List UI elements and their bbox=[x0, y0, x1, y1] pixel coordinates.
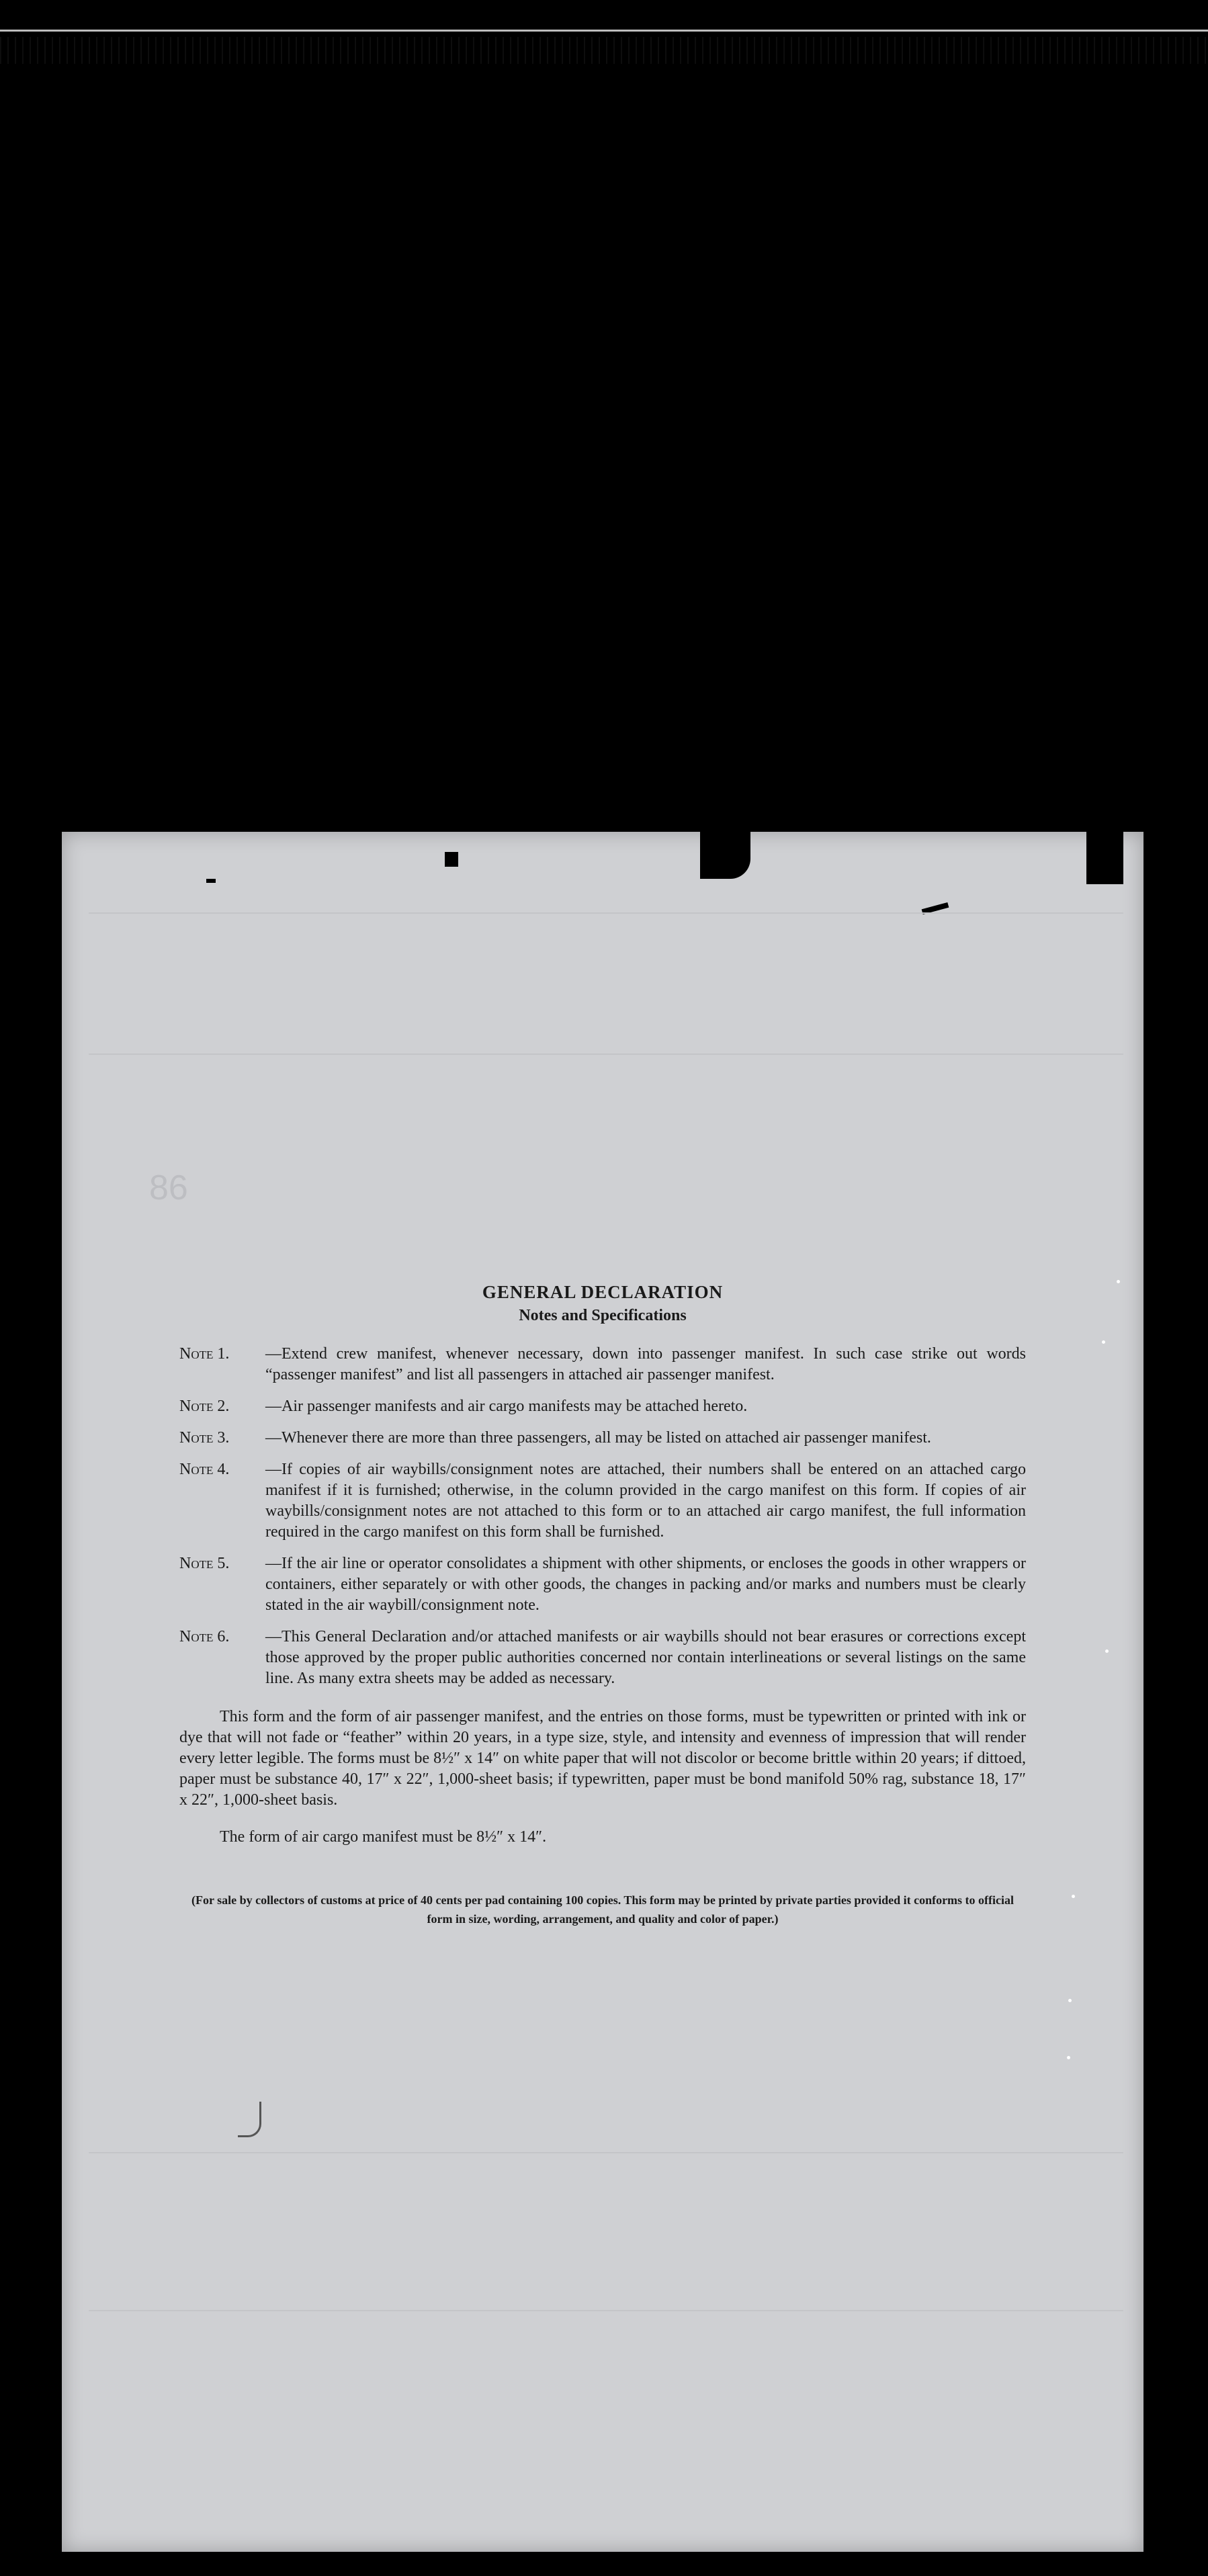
note-label: Note 1. bbox=[179, 1345, 230, 1363]
note-2 bbox=[179, 1396, 1026, 1417]
scan-speck bbox=[1117, 1280, 1120, 1283]
note-4 bbox=[179, 1459, 1026, 1543]
bleed-through-rule bbox=[89, 912, 1123, 914]
page-title: GENERAL DECLARATION bbox=[482, 1282, 724, 1302]
page-tear-left bbox=[445, 852, 458, 867]
page-tear-center bbox=[700, 832, 750, 879]
note-text: —Extend crew manifest, whenever necessary, down into passenger manifest. In such case strike out words “passenger manifest” and list all passengers in attached air passenger manifest. bbox=[265, 1345, 1026, 1383]
declaration-content bbox=[179, 1282, 1026, 1928]
note-6 bbox=[179, 1627, 1026, 1689]
note-label: Note 6. bbox=[179, 1628, 230, 1645]
scan-top-rule bbox=[0, 30, 1208, 32]
page-speck bbox=[206, 879, 216, 883]
note-label: Note 4. bbox=[179, 1461, 230, 1478]
note-5 bbox=[179, 1553, 1026, 1616]
scan-speck bbox=[1068, 1999, 1072, 2002]
page-tear-right bbox=[1086, 832, 1123, 884]
scan-speck bbox=[1067, 2056, 1070, 2059]
bleed-through-stamp-number: 86 bbox=[149, 1168, 188, 1207]
bleed-through-rule bbox=[89, 2310, 1123, 2311]
cargo-manifest-size: The form of air cargo manifest must be 8½″ x 14″. bbox=[220, 1828, 547, 1846]
sale-footer: (For sale by collectors of customs at price of 40 cents per pad containing 100 copies. This form may be printed by private parties provided it conforms to official form in size, wording, arrangement, and quality and color of paper.) bbox=[191, 1893, 1015, 1926]
note-text: —Air passenger manifests and air cargo manifests may be attached hereto. bbox=[265, 1398, 748, 1415]
note-label: Note 3. bbox=[179, 1429, 230, 1447]
scan-speck bbox=[1102, 1340, 1105, 1344]
note-3 bbox=[179, 1428, 1026, 1449]
scan-noise-band bbox=[0, 37, 1208, 64]
scan-speck bbox=[1072, 1895, 1075, 1898]
bleed-through-rule bbox=[89, 1054, 1123, 1055]
form-specification-paragraph: This form and the form of air passenger manifest, and the entries on those forms, must be typewritten or printed with ink or dye that will not fade or “feather” within 20 years, in a type size, style, and intensity and evenness of impression that will render every letter legible. The forms must be 8½″ x 14″ on white paper that will not discolor or become brittle within 20 years; if dittoed, paper must be substance 40, 17″ x 22″, 1,000-sheet basis; if typewritten, paper must be bond manifold 50% rag, substance 18, 17″ x 22″, 1,000-sheet basis. bbox=[179, 1708, 1026, 1809]
note-label: Note 5. bbox=[179, 1555, 230, 1572]
scan-speck bbox=[1105, 1649, 1109, 1653]
note-1 bbox=[179, 1344, 1026, 1385]
note-text: —If copies of air waybills/consignment notes are attached, their numbers shall be entered on an attached cargo manifest if it is furnished; otherwise, in the column provided in the cargo manifest on this form. If copies of air waybills/consignment notes are not attached to this form or to an attached air cargo manifest, the full information required in the cargo manifest on this form shall be furnished. bbox=[265, 1461, 1026, 1541]
page-subtitle: Notes and Specifications bbox=[519, 1307, 687, 1324]
note-text: —Whenever there are more than three passengers, all may be listed on attached air passenger manifest. bbox=[265, 1429, 931, 1447]
note-text: —If the air line or operator consolidates a shipment with other shipments, or encloses the goods in other wrappers or containers, either separately or with other goods, the changes in packing and/or marks and numbers must be clearly stated in the air waybill/consignment note. bbox=[265, 1555, 1026, 1614]
pencil-mark bbox=[238, 2102, 261, 2137]
note-text: —This General Declaration and/or attached manifests or air waybills should not bear erasures or corrections except those approved by the proper public authorities concerned nor contain interlineations or several listings on the same line. As many extra sheets may be added as necessary. bbox=[265, 1628, 1026, 1687]
note-label: Note 2. bbox=[179, 1398, 230, 1415]
bleed-through-rule bbox=[89, 2152, 1123, 2153]
document-page bbox=[62, 832, 1144, 2552]
